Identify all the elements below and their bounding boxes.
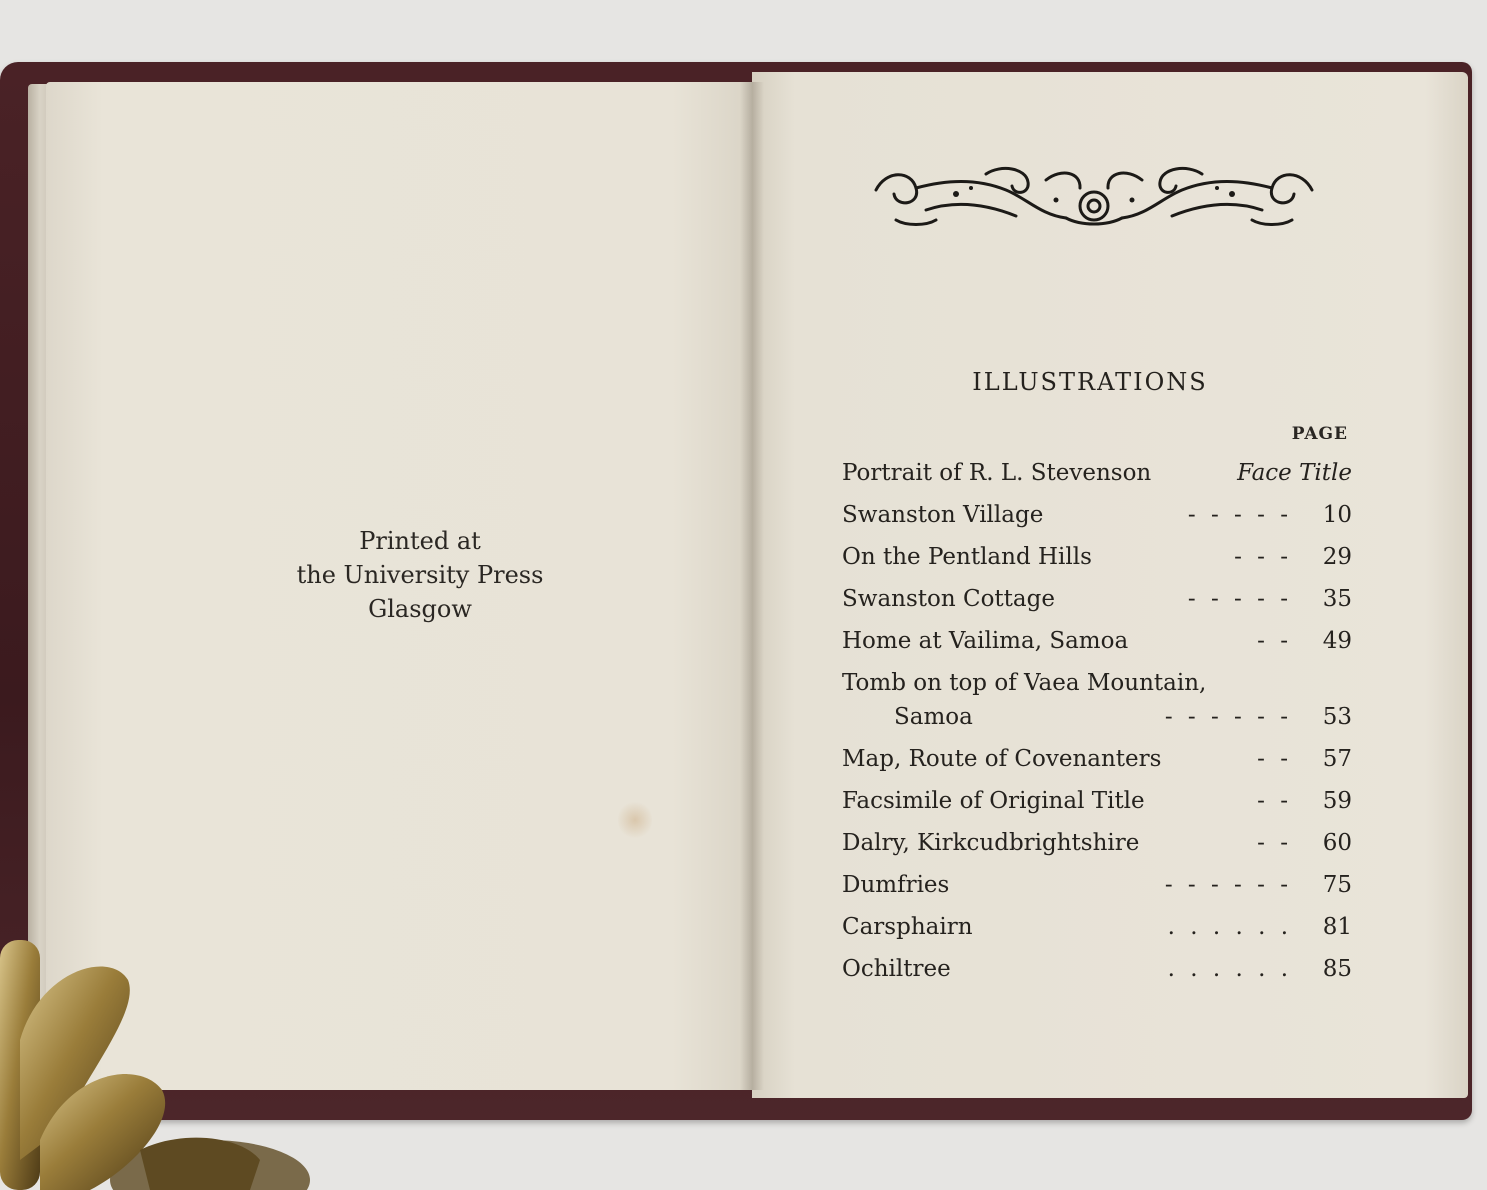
book-gutter [740,82,764,1090]
toc-entry [842,544,1352,578]
toc-entry-title: Swanston Village [842,502,1044,528]
toc-entry-title: Portrait of R. L. Stevenson [842,460,1152,486]
illustrations-heading: ILLUSTRATIONS [972,368,1208,396]
toc-leader-dots: - - - [1234,544,1292,570]
toc-leader-dots: - - - - - - [1164,704,1292,730]
toc-entry-page: 75 [1322,872,1352,898]
paper-stain [618,800,652,840]
toc-leader-dots: - - [1257,830,1292,856]
toc-entry-page: 85 [1322,956,1352,982]
toc-entry [842,628,1352,662]
imprint-line-3: Glasgow [368,595,472,623]
toc-entry [842,746,1352,780]
toc-leader-dots: . . . . . . [1167,914,1292,940]
toc-entry-title: Tomb on top of Vaea Mountain, [842,670,1207,696]
toc-entry-page: 35 [1322,586,1352,612]
toc-entry-page: 49 [1322,628,1352,654]
toc-entry [842,586,1352,620]
toc-entry-page: Face Title [1237,460,1352,486]
toc-entry [842,872,1352,906]
toc-entry-title: Ochiltree [842,956,951,982]
toc-entry-title: Carsphairn [842,914,973,940]
decorative-headpiece-ornament [866,160,1322,236]
imprint-line-1: Printed at [359,527,481,555]
toc-entry-page: 10 [1322,502,1352,528]
imprint-line-2: the University Press [296,561,544,589]
toc-entry [842,830,1352,864]
toc-entry-page: 53 [1322,704,1352,730]
toc-entry-title-continued: Samoa [894,704,973,730]
toc-entry [842,914,1352,948]
toc-entry-title: Swanston Cottage [842,586,1055,612]
toc-leader-dots: - - [1257,628,1292,654]
toc-entry-page: 81 [1322,914,1352,940]
toc-entry [842,956,1352,990]
page-column-label: PAGE [1291,424,1348,444]
toc-entry-page: 59 [1322,788,1352,814]
toc-entry [842,460,1352,494]
toc-entry-page: 60 [1322,830,1352,856]
toc-leader-dots: . . . . . . [1167,956,1292,982]
toc-leader-dots: - - - - - [1187,502,1292,528]
toc-entry-page: 57 [1322,746,1352,772]
toc-entry-title: Facsimile of Original Title [842,788,1145,814]
toc-entry [842,788,1352,822]
toc-entry-title: Home at Vailima, Samoa [842,628,1129,654]
toc-leader-dots: - - - - - [1187,586,1292,612]
toc-entry [842,670,1352,738]
toc-leader-dots: - - - - - - [1164,872,1292,898]
toc-entry-page: 29 [1322,544,1352,570]
brass-hand-bookend [0,930,320,1190]
toc-entry-title: On the Pentland Hills [842,544,1092,570]
toc-leader-dots: - - [1257,746,1292,772]
toc-entry-title: Map, Route of Covenanters [842,746,1162,772]
printer-imprint [270,524,570,626]
toc-entry [842,502,1352,536]
toc-entry-title: Dumfries [842,872,950,898]
toc-leader-dots: - - [1257,788,1292,814]
toc-entry-title: Dalry, Kirkcudbrightshire [842,830,1140,856]
